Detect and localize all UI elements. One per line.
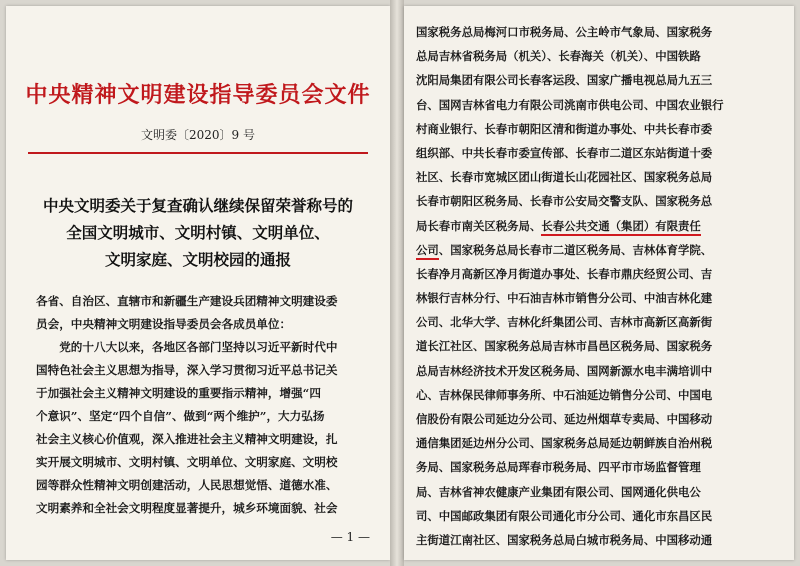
body-line: 员会，中央精神文明建设指导委员会各成员单位： (36, 317, 292, 331)
list-line: 村商业银行、长春市朝阳区清和街道办事处、中共长春市委 (416, 121, 713, 136)
document-number: 文明委〔2020〕9 号 (141, 128, 255, 142)
list-line: 总局吉林省税务局（机关）、长春海关（机关）、中国铁路 (416, 49, 701, 64)
list-line: 国家税务总局梅河口市税务局、公主岭市气象局、国家税务 (416, 25, 713, 39)
page-number: — 1 — (330, 530, 370, 544)
list-text: 、国家税务总局长春市二道区税务局、吉林体育学院、 (438, 242, 713, 257)
highlighted-unit-cont: 公司 (416, 243, 439, 260)
list-line: 务局、国家税务总局珲春市税务局、四平市市场监督管理 (416, 460, 701, 475)
body-line: 国特色社会主义思想为指导，深入学习贯彻习近平总书记关 (36, 363, 338, 377)
list-line: 通信集团延边州分公司、国家税务总局延边朝鲜族自治州税 (416, 436, 713, 451)
list-line: 公司、北华大学、吉林化纤集团公司、吉林市高新区高新街 (416, 315, 713, 330)
highlighted-unit: 长春公共交通（集团）有限责任 (541, 219, 700, 236)
list-line-highlighted (416, 238, 788, 262)
list-line: 局、吉林省神农健康产业集团有限公司、国网通化供电公 (416, 484, 701, 499)
notice-title (6, 192, 390, 273)
body-line: 于加强社会主义精神文明建设的重要指示精神，增强“四 (36, 386, 321, 400)
left-page (6, 6, 390, 560)
body-line: 个意识”、坚定“四个自信”、做到“两个维护”，大力弘扬 (36, 409, 325, 423)
list-line: 社区、长春市宽城区团山街道长山花园社区、国家税务总局 (416, 170, 713, 185)
list-line: 主街道江南社区、国家税务总局白城市税务局、中国移动通 (416, 532, 713, 547)
list-line-highlighted (416, 214, 788, 238)
list-line: 长春市朝阳区税务局、长春市公安局交警支队、国家税务总 (416, 194, 713, 209)
title-line: 全国文明城市、文明村镇、文明单位、 (66, 223, 330, 242)
right-page (404, 6, 794, 560)
title-line: 中央文明委关于复查确认继续保留荣誉称号的 (42, 196, 353, 215)
document-header: 中央精神文明建设指导委员会文件 (25, 82, 371, 108)
list-line: 信股份有限公司延边分公司、延边州烟草专卖局、中国移动 (416, 412, 713, 426)
title-line: 文明家庭、文明校园的通报 (104, 250, 291, 269)
unit-list (416, 20, 788, 552)
body-line: 各省、自治区、直辖市和新疆生产建设兵团精神文明建设委 (36, 294, 338, 308)
notice-body (36, 290, 372, 520)
list-line: 司、中国邮政集团有限公司通化市分公司、通化市东昌区民 (416, 508, 713, 523)
list-line: 组织部、中共长春市委宣传部、长春市二道区东站街道十委 (416, 145, 713, 160)
list-line: 道长江社区、国家税务总局吉林市昌邑区税务局、国家税务 (416, 339, 713, 354)
list-text: 局长春市南关区税务局、 (416, 218, 542, 233)
red-divider (28, 152, 368, 154)
list-line: 长春净月高新区净月街道办事处、长春市鼎庆经贸公司、吉 (416, 266, 713, 281)
body-line: 文明素养和全社会文明程度显著提升，城乡环境面貌、社会 (36, 501, 338, 515)
list-line: 心、吉林保民律师事务所、中石油延边销售分公司、中国电 (416, 387, 713, 402)
list-line: 林银行吉林分行、中石油吉林市销售分公司、中油吉林化建 (416, 291, 713, 306)
body-line: 园等群众性精神文明创建活动，人民思想觉悟、道德水准、 (36, 478, 338, 492)
body-line: 社会主义核心价值观，深入推进社会主义精神文明建设，扎 (36, 432, 338, 446)
list-line: 沈阳局集团有限公司长春客运段、国家广播电视总局九五三 (416, 73, 713, 88)
list-line: 台、国网吉林省电力有限公司洮南市供电公司、中国农业银行 (416, 97, 724, 112)
body-line: 党的十八大以来，各地区各部门坚持以习近平新时代中 (36, 340, 338, 354)
list-line: 总局吉林经济技术开发区税务局、国网新源水电丰满培训中 (416, 363, 713, 378)
body-line: 实开展文明城市、文明村镇、文明单位、文明家庭、文明校 (36, 455, 338, 469)
book-gutter (390, 0, 404, 566)
